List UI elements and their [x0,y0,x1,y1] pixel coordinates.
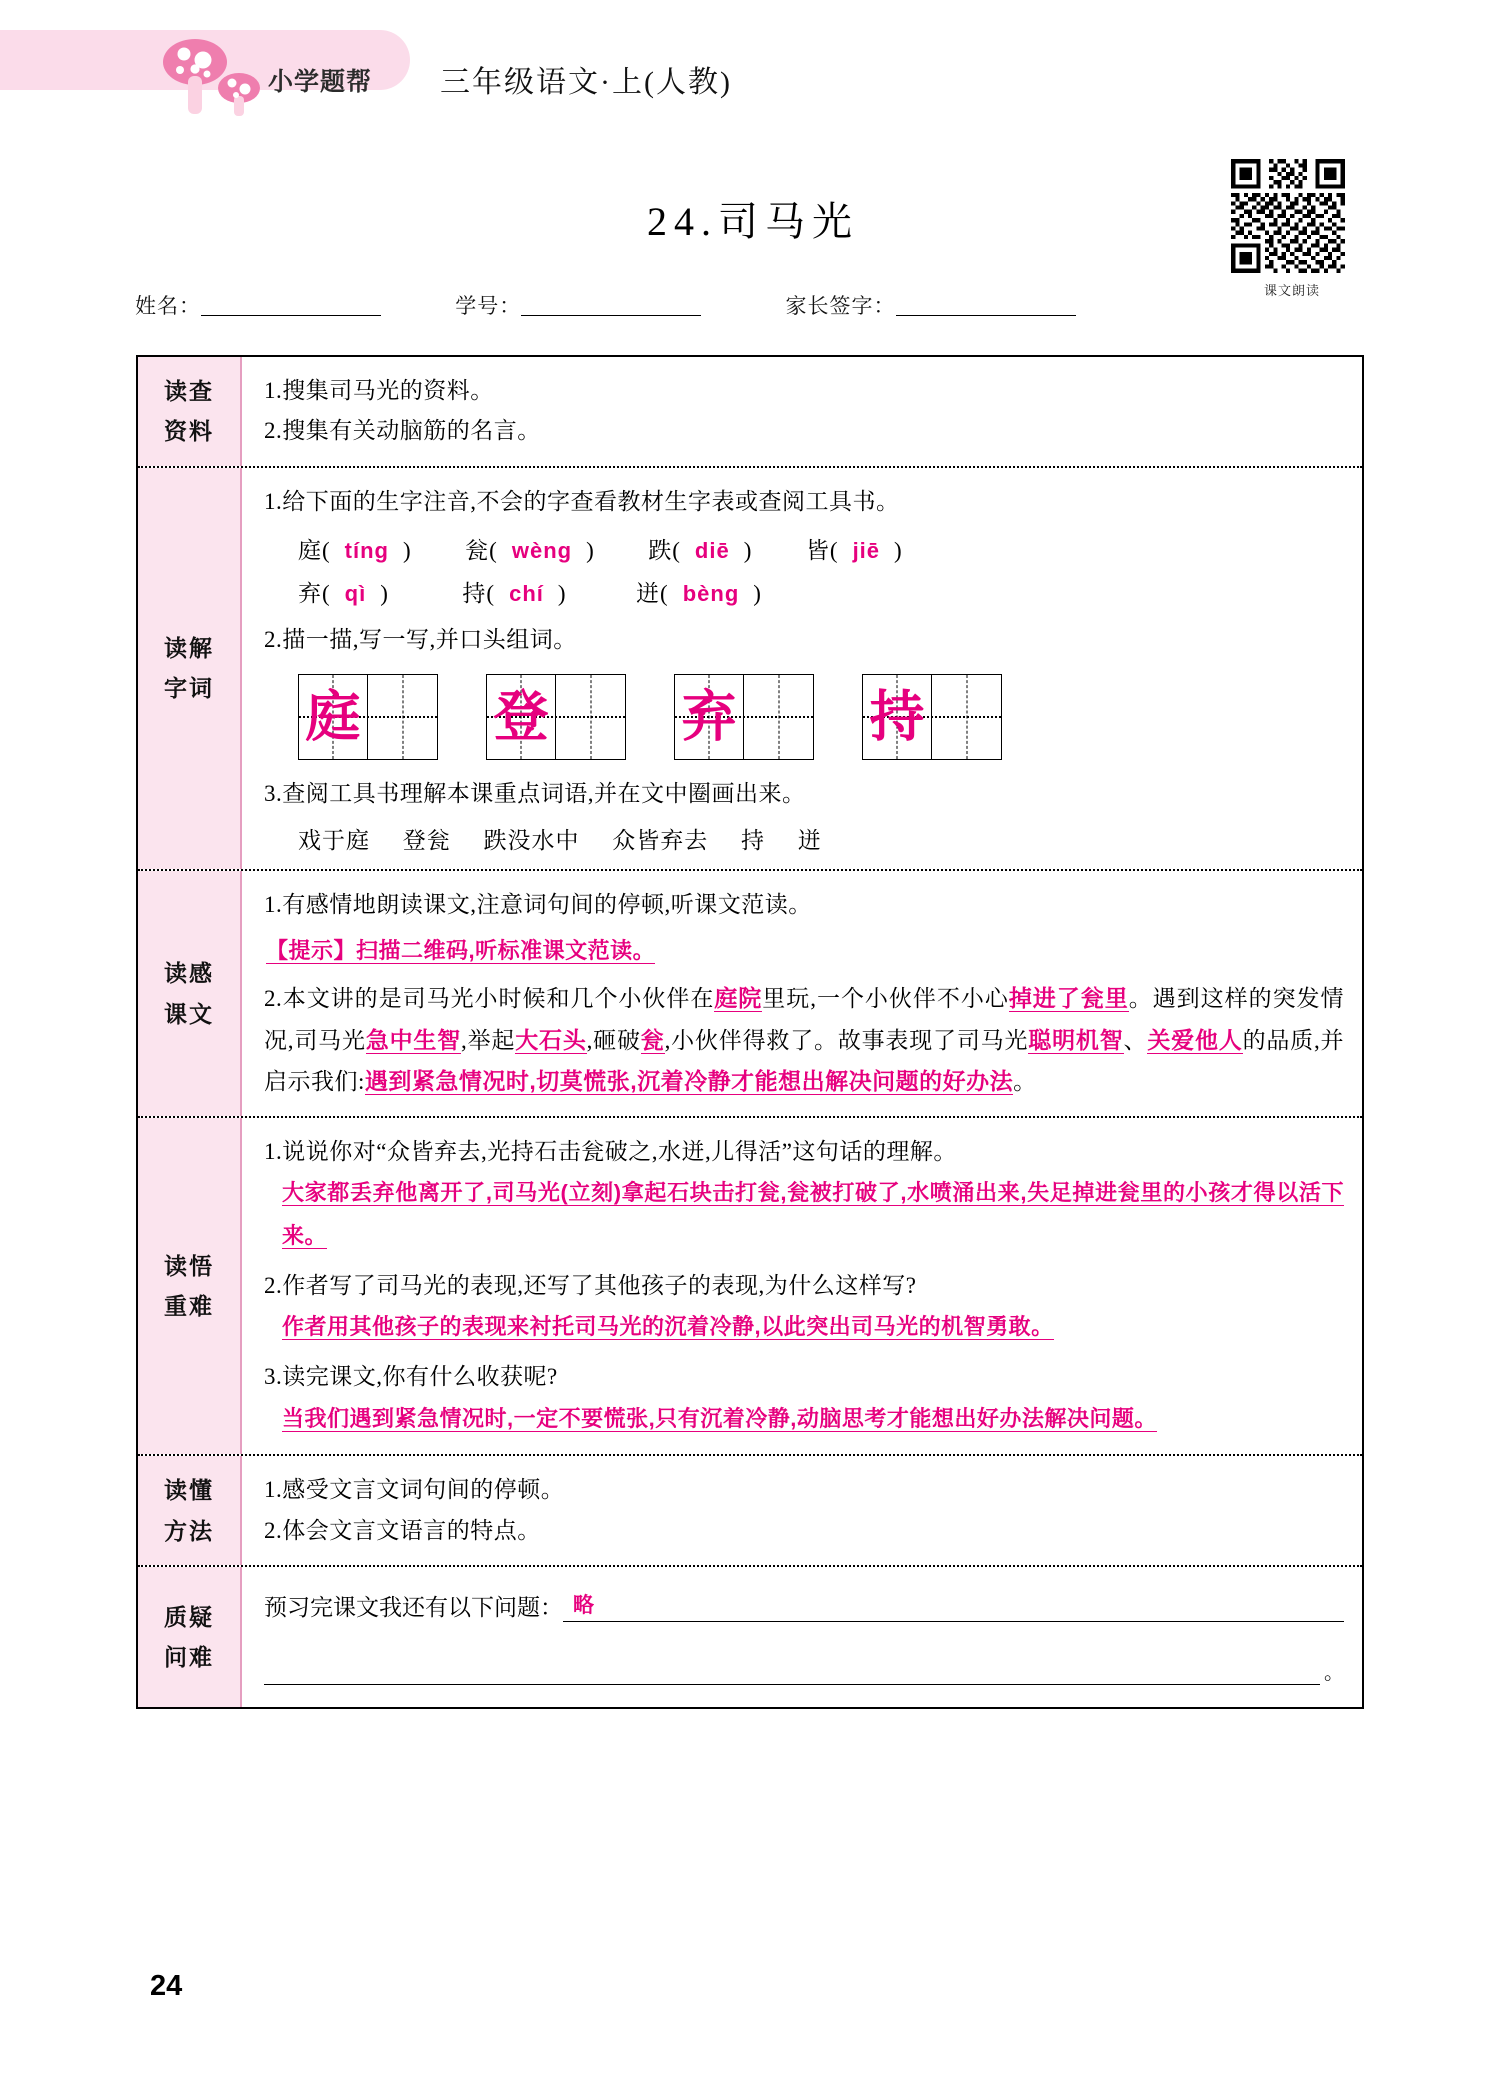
section-body-research [242,357,1362,466]
character-cell-empty[interactable] [368,675,437,759]
end-punctuation: 。 [1324,1661,1344,1684]
parent-signature-blank[interactable] [896,296,1076,316]
question-text: 2.作者写了司马光的表现,还写了其他孩子的表现,为什么这样写? [264,1273,917,1299]
name-label: 姓名： [135,294,201,318]
open-question-line-1 [264,1589,1344,1622]
practice-char: 弃 [681,685,737,748]
section-row-comprehension [138,871,1362,1118]
pinyin-item[interactable]: 跌( diē ) [648,537,753,563]
inline-answer: 瓮 [640,1026,665,1053]
label-line-1: 读懂 [164,1477,214,1504]
open-answer-text: 略 [573,1593,594,1617]
section-row-vocabulary [138,468,1362,872]
label-line-2: 字词 [164,675,214,702]
pinyin-char: 瓮 [465,537,490,563]
pinyin-item[interactable]: 迸( bèng ) [636,580,762,606]
mushroom-logo-icon [150,36,270,116]
handwritten-answer [264,1306,1344,1349]
book-title: 三年级语文·上(人教) [440,66,732,99]
pinyin-item[interactable]: 弃( qì ) [298,580,389,606]
inline-answer: 遇到紧急情况时,切莫慌张,沉着冷静才能想出解决问题的好办法 [364,1067,1014,1094]
pinyin-row-2 [264,575,1344,608]
key-word: 登瓮 [402,828,451,854]
pinyin-item[interactable]: 持( chí ) [462,580,567,606]
pinyin-char: 迸 [636,580,661,606]
open-answer-blank-2[interactable] [264,1659,1320,1685]
handwritten-answer [264,1398,1344,1441]
character-cell-filled[interactable] [863,675,932,759]
pinyin-char: 跌 [648,537,673,563]
section-label-research [138,357,242,466]
character-box[interactable] [486,674,626,760]
character-cell-filled[interactable] [299,675,368,759]
label-line-1: 读悟 [164,1253,214,1280]
open-question-line-2 [264,1656,1344,1685]
section-body-keypoints [242,1118,1362,1454]
inline-answer: 关爱他人 [1147,1026,1243,1053]
character-box[interactable] [862,674,1002,760]
question-text: 3.读完课文,你有什么收获呢? [264,1364,558,1390]
task-item: 1.感受文言文词句间的停顿。 [264,1477,565,1503]
label-line-1: 读查 [164,378,214,404]
inline-text: ,砸破 [586,1027,641,1053]
open-answer-blank-1[interactable] [563,1592,1344,1622]
pinyin-char: 庭 [298,537,322,563]
character-cell-empty[interactable] [932,675,1001,759]
pinyin-row-1 [264,532,1344,565]
label-line-1: 读解 [164,635,214,662]
answer-text: 作者用其他孩子的表现来衬托司马光的沉着冷静,以此突出司马光的机智勇敢。 [282,1314,1054,1340]
character-cell-empty[interactable] [556,675,625,759]
label-line-2: 重难 [164,1293,214,1320]
character-box[interactable] [674,674,814,760]
brand-name: 小学题帮 [268,68,373,96]
practice-char: 持 [869,685,925,748]
inline-answer: 掉进了瓮里 [1008,985,1129,1012]
hint-label: 【提示】扫描二维码,听标准课文范读。 [266,937,656,963]
label-line-2: 问难 [164,1643,214,1670]
section-body-comprehension [242,871,1362,1116]
inline-text: ,小伙伴得救了。故事表现了司马光 [664,1027,1029,1053]
section-label-vocabulary [138,468,242,870]
section-body-questions [242,1567,1362,1707]
worksheet-table [136,355,1364,1709]
question-text: 1.说说你对“众皆弃去,光持石击瓮破之,水迸,儿得活”这句话的理解。 [264,1139,957,1165]
task-item: 2.搜集有关动脑筋的名言。 [264,418,541,444]
pinyin-answer: wèng [511,537,573,563]
section-row-questions [138,1567,1362,1707]
page-number: 24 [150,1970,183,2002]
inline-answer: 庭院 [714,985,763,1012]
section-body-vocabulary [242,468,1362,870]
character-cell-filled[interactable] [487,675,556,759]
key-word: 跌没水中 [483,828,580,854]
pinyin-char: 持 [462,580,487,606]
task-item: 1.搜集司马光的资料。 [264,378,494,403]
student-id-field[interactable] [455,290,701,320]
pinyin-char: 弃 [298,580,322,606]
character-practice-grid [298,674,1344,760]
inline-answer: 急中生智 [365,1026,462,1053]
pinyin-answer: bèng [682,580,740,606]
inline-text: ,举起 [461,1027,516,1053]
inline-text: 2.本文讲的是司马光小时候和几个小伙伴在 [264,986,715,1012]
hint-text [264,930,1344,973]
label-line-1: 读感 [164,960,214,987]
inline-answer: 聪明机智 [1028,1026,1124,1053]
page-title: 24.司马光 [647,199,859,244]
pinyin-item[interactable]: 瓮( wèng ) [465,537,595,563]
task-item: 3.查阅工具书理解本课重点词语,并在文中圈画出来。 [264,781,806,806]
label-line-2: 资料 [164,418,214,445]
key-word: 戏于庭 [298,828,370,854]
pinyin-answer: jiē [852,537,881,563]
character-cell-filled[interactable] [675,675,744,759]
handwritten-answer [264,1172,1344,1258]
label-line-2: 课文 [164,1000,214,1027]
section-row-keypoints [138,1118,1362,1456]
qr-code-label: 课文朗读 [1263,283,1320,298]
section-body-method [242,1456,1362,1565]
parent-signature-label: 家长签字： [785,294,896,318]
name-field[interactable] [135,290,381,320]
section-label-method [138,1456,242,1565]
section-label-comprehension [138,871,242,1116]
section-label-keypoints [138,1118,242,1454]
key-word: 持 [741,828,765,854]
inline-text: 、 [1123,1027,1148,1053]
section-label-questions [138,1567,242,1707]
fill-in-paragraph [264,978,1344,1102]
pinyin-answer: diē [694,537,730,563]
pinyin-char: 皆 [805,537,830,563]
key-word: 众皆弃去 [612,828,709,854]
section-row-research [138,357,1362,468]
practice-char: 庭 [305,685,361,748]
student-id-blank[interactable] [521,296,701,316]
inline-text: 。遇到这样的突发情况,司马光 [264,986,1345,1053]
answer-text: 当我们遇到紧急情况时,一定不要慌张,只有沉着冷静,动脑思考才能想出好办法解决问题。 [282,1405,1157,1431]
task-item: 2.体会文言文语言的特点。 [264,1517,541,1543]
character-box[interactable] [298,674,438,760]
pinyin-item[interactable]: 皆( jiē ) [805,537,903,563]
character-cell-empty[interactable] [744,675,813,759]
label-line-1: 质疑 [164,1603,214,1630]
inline-text: 里玩,一个小伙伴不小心 [762,986,1009,1012]
inline-answer: 大石头 [515,1026,587,1053]
inline-text: 。 [1013,1068,1037,1094]
open-question-prompt: 预习完课文我还有以下问题： [264,1594,563,1620]
pinyin-answer: chí [509,580,544,606]
pinyin-answer: tíng [344,537,389,563]
student-id-label: 学号： [455,294,522,318]
task-item: 1.给下面的生字注音,不会的字查看教材生字表或查阅工具书。 [264,488,900,514]
task-item: 2.描一描,写一写,并口头组词。 [264,626,577,652]
task-item: 1.有感情地朗读课文,注意词句间的停顿,听课文范读。 [264,892,812,918]
name-blank[interactable] [201,296,381,316]
label-line-2: 方法 [164,1517,214,1544]
pinyin-item[interactable]: 庭( tíng ) [298,537,412,563]
key-word: 迸 [797,828,822,854]
student-info-row [135,290,1235,320]
practice-char: 登 [493,685,549,748]
pinyin-answer: qì [344,580,367,606]
answer-text: 大家都丢弃他离开了,司马光(立刻)拿起石块击打瓮,瓮被打破了,水喷涌出来,失足掉进瓮里的小孩才得以活下来。 [282,1180,1344,1249]
inline-text: 的品质,并启示我们: [264,1027,1345,1094]
parent-signature-field[interactable] [786,290,1076,320]
key-word-list [264,822,1344,855]
section-row-method [138,1456,1362,1567]
